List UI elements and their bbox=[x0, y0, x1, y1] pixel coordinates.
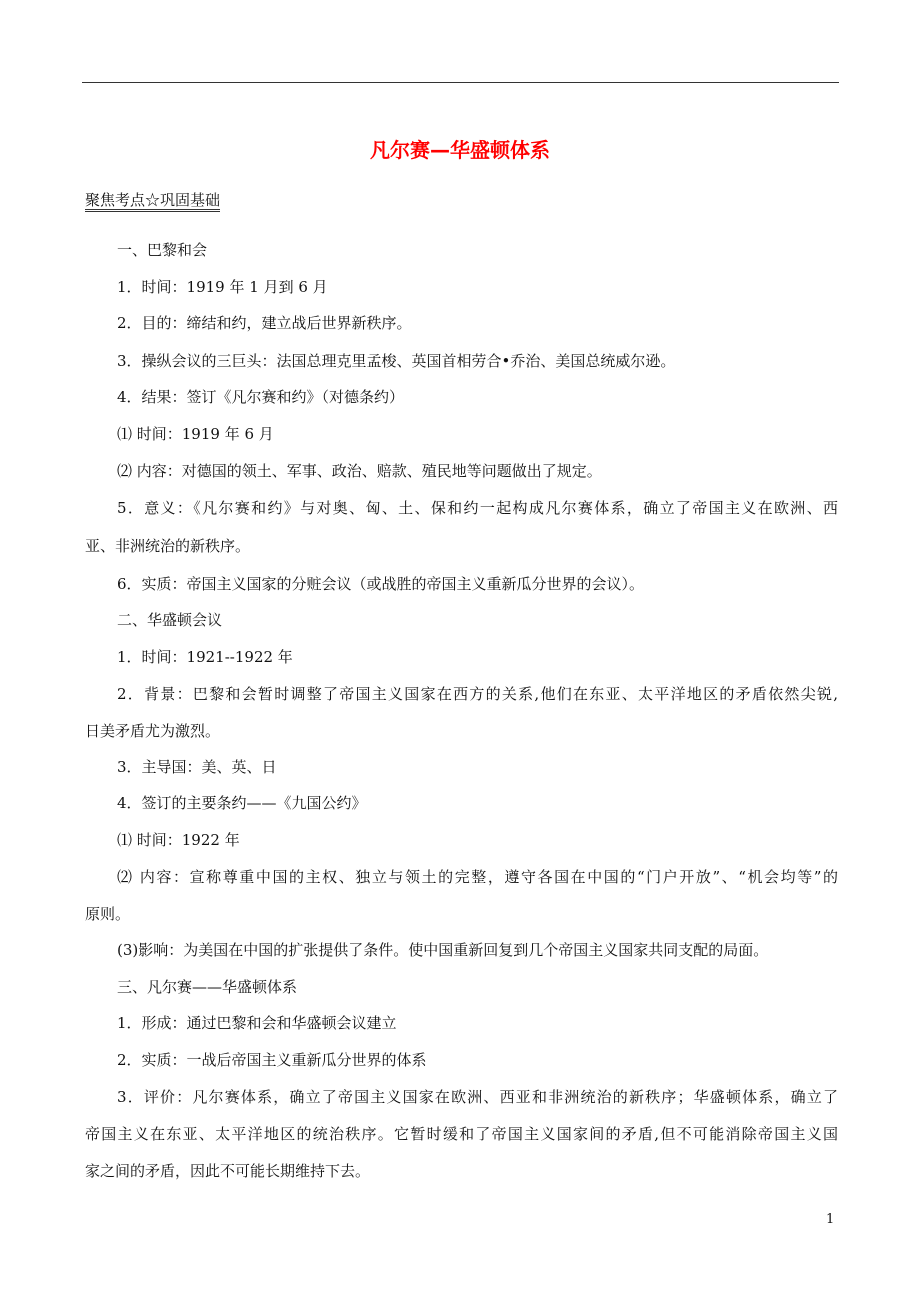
paragraph-line: 5．意义：《凡尔赛和约》与对奥、匈、土、保和约一起构成凡尔赛体系，确立了帝国主义在欧洲、西 bbox=[117, 499, 838, 517]
paragraph-line: 1．时间：1919 年 1 月到 6 月 bbox=[117, 278, 328, 296]
paragraph-line: (3)影响：为美国在中国的扩张提供了条件。使中国重新回复到几个帝国主义国家共同支配的局面。 bbox=[117, 941, 769, 959]
page-number: 1 bbox=[826, 1212, 835, 1227]
paragraph-line: 二、华盛顿会议 bbox=[117, 611, 223, 629]
paragraph-line: 3．操纵会议的三巨头：法国总理克里孟梭、英国首相劳合•乔治、美国总统威尔逊。 bbox=[117, 352, 676, 370]
paragraph-line: ⑴ 时间：1919 年 6 月 bbox=[117, 425, 274, 443]
section-heading: 聚焦考点☆巩固基础 bbox=[85, 191, 220, 212]
paragraph-line: 帝国主义在东亚、太平洋地区的统治秩序。它暂时缓和了帝国主义国家间的矛盾,但不可能消除帝国主义国 bbox=[85, 1125, 838, 1143]
paragraph-line: 亚、非洲统治的新秩序。 bbox=[85, 537, 251, 555]
paragraph-line: ⑵ 内容：对德国的领土、军事、政治、赔款、殖民地等问题做出了规定。 bbox=[117, 462, 602, 480]
paragraph-line: 6．实质：帝国主义国家的分赃会议（或战胜的帝国主义重新瓜分世界的会议）。 bbox=[117, 575, 645, 593]
paragraph-line: 4．结果：签订《凡尔赛和约》（对德条约） bbox=[117, 388, 405, 406]
paragraph-line: 1．时间：1921--1922 年 bbox=[117, 648, 293, 666]
paragraph-line: ⑵ 内容：宣称尊重中国的主权、独立与领土的完整，遵守各国在中国的“门户开放”、“机会均等”的 bbox=[117, 868, 838, 886]
paragraph-line: 2．实质：一战后帝国主义重新瓜分世界的体系 bbox=[117, 1051, 427, 1069]
paragraph-line: 1．形成：通过巴黎和会和华盛顿会议建立 bbox=[117, 1014, 397, 1032]
paragraph-line: 3．主导国：美、英、日 bbox=[117, 758, 277, 776]
paragraph-line: 2．背景：巴黎和会暂时调整了帝国主义国家在西方的关系,他们在东亚、太平洋地区的矛盾依然尖锐, bbox=[117, 685, 838, 703]
paragraph-line: 一、巴黎和会 bbox=[117, 241, 208, 259]
document-title: 凡尔赛—华盛顿体系 bbox=[370, 138, 550, 162]
paragraph-line: 原则。 bbox=[85, 905, 131, 923]
paragraph-line: 三、凡尔赛——华盛顿体系 bbox=[117, 978, 298, 996]
paragraph-line: ⑴ 时间：1922 年 bbox=[117, 831, 240, 849]
paragraph-line: 4．签订的主要条约——《九国公约》 bbox=[117, 794, 367, 812]
paragraph-line: 3．评价：凡尔赛体系，确立了帝国主义国家在欧洲、西亚和非洲统治的新秩序；华盛顿体系，确立了 bbox=[117, 1088, 838, 1106]
header-rule bbox=[82, 82, 839, 83]
paragraph-line: 日美矛盾尤为激烈。 bbox=[85, 722, 221, 740]
paragraph-line: 2．目的：缔结和约，建立战后世界新秩序。 bbox=[117, 314, 412, 332]
paragraph-line: 家之间的矛盾，因此不可能长期维持下去。 bbox=[85, 1162, 371, 1180]
